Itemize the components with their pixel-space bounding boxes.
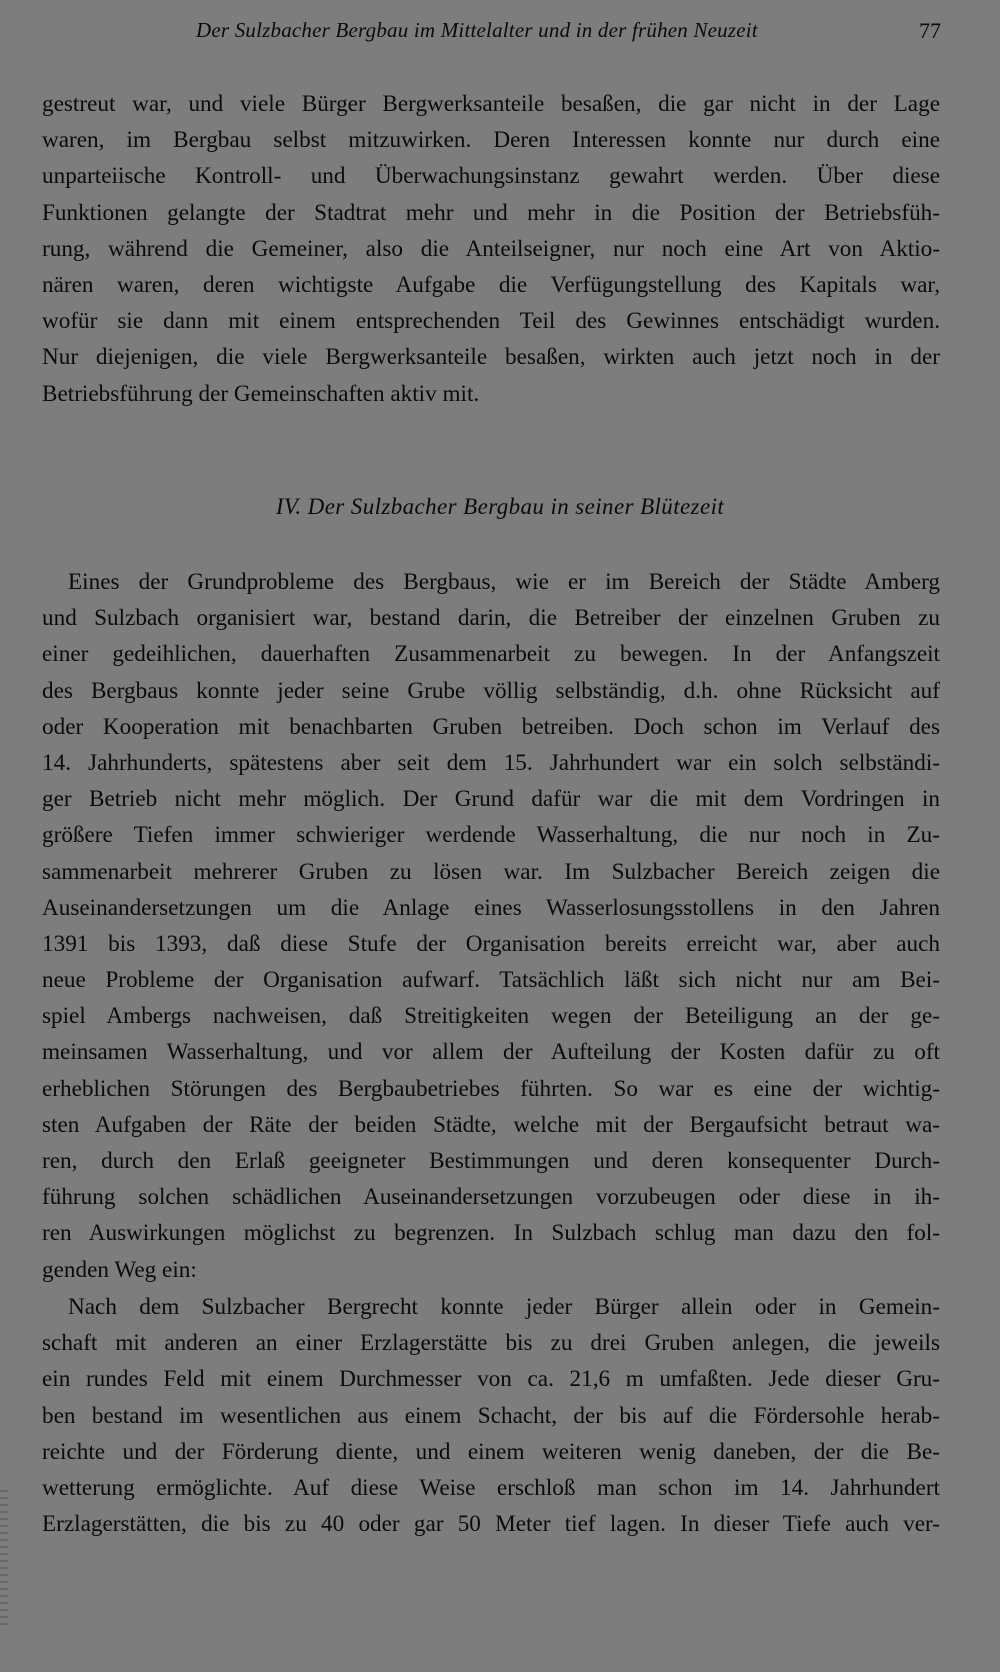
- text-line: genden Weg ein:: [42, 1256, 197, 1283]
- text-line: wofür sie dann mit einem entsprechenden Teil des Gewinnes entschädigt wurden.: [42, 308, 940, 335]
- text-line: 1391 bis 1393, daß diese Stufe der Organisation bereits erreicht war, aber auch: [42, 930, 940, 957]
- text-line: Erzlagerstätten, die bis zu 40 oder gar 50 Meter tief lagen. In dieser Tiefe auch ver-: [42, 1511, 940, 1538]
- text-line: unparteiische Kontroll- und Überwachungsinstanz gewahrt werden. Über diese: [42, 163, 940, 190]
- text-line: des Bergbaus konnte jeder seine Grube völlig selbständig, d.h. ohne Rücksicht auf: [42, 677, 940, 704]
- text-line: sammenarbeit mehrerer Gruben zu lösen war. Im Sulzbacher Bereich zeigen die: [42, 858, 940, 885]
- text-line: spiel Ambergs nachweisen, daß Streitigkeiten wegen der Beteiligung an der ge-: [42, 1003, 940, 1030]
- text-line: gestreut war, und viele Bürger Bergwerksanteile besaßen, die gar nicht in der Lage: [42, 91, 940, 117]
- text-line: waren, im Bergbau selbst mitzuwirken. Deren Interessen konnte nur durch eine: [42, 127, 940, 154]
- section-heading: IV. Der Sulzbacher Bergbau in seiner Blütezeit: [275, 494, 725, 519]
- text-line: 14. Jahrhunderts, spätestens aber seit dem 15. Jahrhundert war ein solch selbständi-: [42, 749, 940, 776]
- text-line: Auseinandersetzungen um die Anlage eines Wasserlosungsstollens in den Jahren: [42, 894, 940, 921]
- text-line: reichte und der Förderung diente, und einem weiteren wenig daneben, der die Be-: [42, 1438, 940, 1465]
- text-line: sten Aufgaben der Räte der beiden Städte, welche mit der Bergaufsicht betraut wa-: [42, 1111, 940, 1138]
- text-line: ben bestand im wesentlichen aus einem Schacht, der bis auf die Fördersohle herab-: [42, 1402, 940, 1429]
- text-line: meinsamen Wasserhaltung, und vor allem der Aufteilung der Kosten dafür zu oft: [42, 1039, 940, 1066]
- text-line: Betriebsführung der Gemeinschaften aktiv mit.: [42, 380, 480, 407]
- text-line: einer gedeihlichen, dauerhaften Zusammenarbeit zu bewegen. In der Anfangszeit: [42, 641, 940, 668]
- text-line: oder Kooperation mit benachbarten Gruben betreiben. Doch schon im Verlauf des: [42, 713, 940, 740]
- text-line: führung solchen schädlichen Auseinandersetzungen vorzubeugen oder diese in ih-: [42, 1184, 940, 1211]
- text-line: Eines der Grundprobleme des Bergbaus, wie er im Bereich der Städte Amberg: [68, 569, 940, 595]
- page-number: 77: [919, 18, 941, 43]
- text-line: neue Probleme der Organisation aufwarf. Tatsächlich läßt sich nicht nur am Bei-: [42, 967, 940, 994]
- text-line: ren, durch den Erlaß geeigneter Bestimmungen und deren konsequenter Durch-: [42, 1148, 940, 1174]
- text-line: größere Tiefen immer schwieriger werdende Wasserhaltung, die nur noch in Zu-: [42, 822, 940, 849]
- text-line: ger Betrieb nicht mehr möglich. Der Grund dafür war die mit dem Vordringen in: [42, 786, 940, 813]
- text-line: Nur diejenigen, die viele Bergwerksanteile besaßen, wirkten auch jetzt noch in der: [42, 344, 940, 371]
- paragraph-bergrecht: [42, 1289, 940, 1542]
- text-line: rung, während die Gemeiner, also die Anteilseigner, nur noch eine Art von Aktio-: [42, 235, 940, 262]
- paragraph-grundprobleme: [42, 564, 940, 1288]
- text-line: wetterung ermöglichte. Auf diese Weise erschloß man schon im 14. Jahrhundert: [42, 1474, 940, 1501]
- text-line: und Sulzbach organisiert war, bestand darin, die Betreiber der einzelnen Gruben zu: [42, 605, 940, 632]
- text-line: erheblichen Störungen des Bergbaubetriebes führten. So war es eine der wichtig-: [42, 1075, 940, 1102]
- text-line: ren Auswirkungen möglichst zu begrenzen. In Sulzbach schlug man dazu den fol-: [42, 1220, 940, 1247]
- text-line: Nach dem Sulzbacher Bergrecht konnte jeder Bürger allein oder in Gemein-: [68, 1294, 940, 1320]
- text-line: ein rundes Feld mit einem Durchmesser von ca. 21,6 m umfaßten. Jede dieser Gru-: [42, 1366, 940, 1393]
- text-line: schaft mit anderen an einer Erzlagerstätte bis zu drei Gruben anlegen, die jeweils: [42, 1330, 940, 1357]
- running-head-title: Der Sulzbacher Bergbau im Mittelalter und in der frühen Neuzeit: [196, 18, 758, 42]
- text-line: Funktionen gelangte der Stadtrat mehr und mehr in die Position der Betriebsfüh-: [42, 199, 940, 226]
- continued-paragraph: [42, 86, 940, 412]
- scan-edge-artifact: [0, 1490, 8, 1630]
- text-line: nären waren, deren wichtigste Aufgabe die Verfügungstellung des Kapitals war,: [42, 271, 940, 298]
